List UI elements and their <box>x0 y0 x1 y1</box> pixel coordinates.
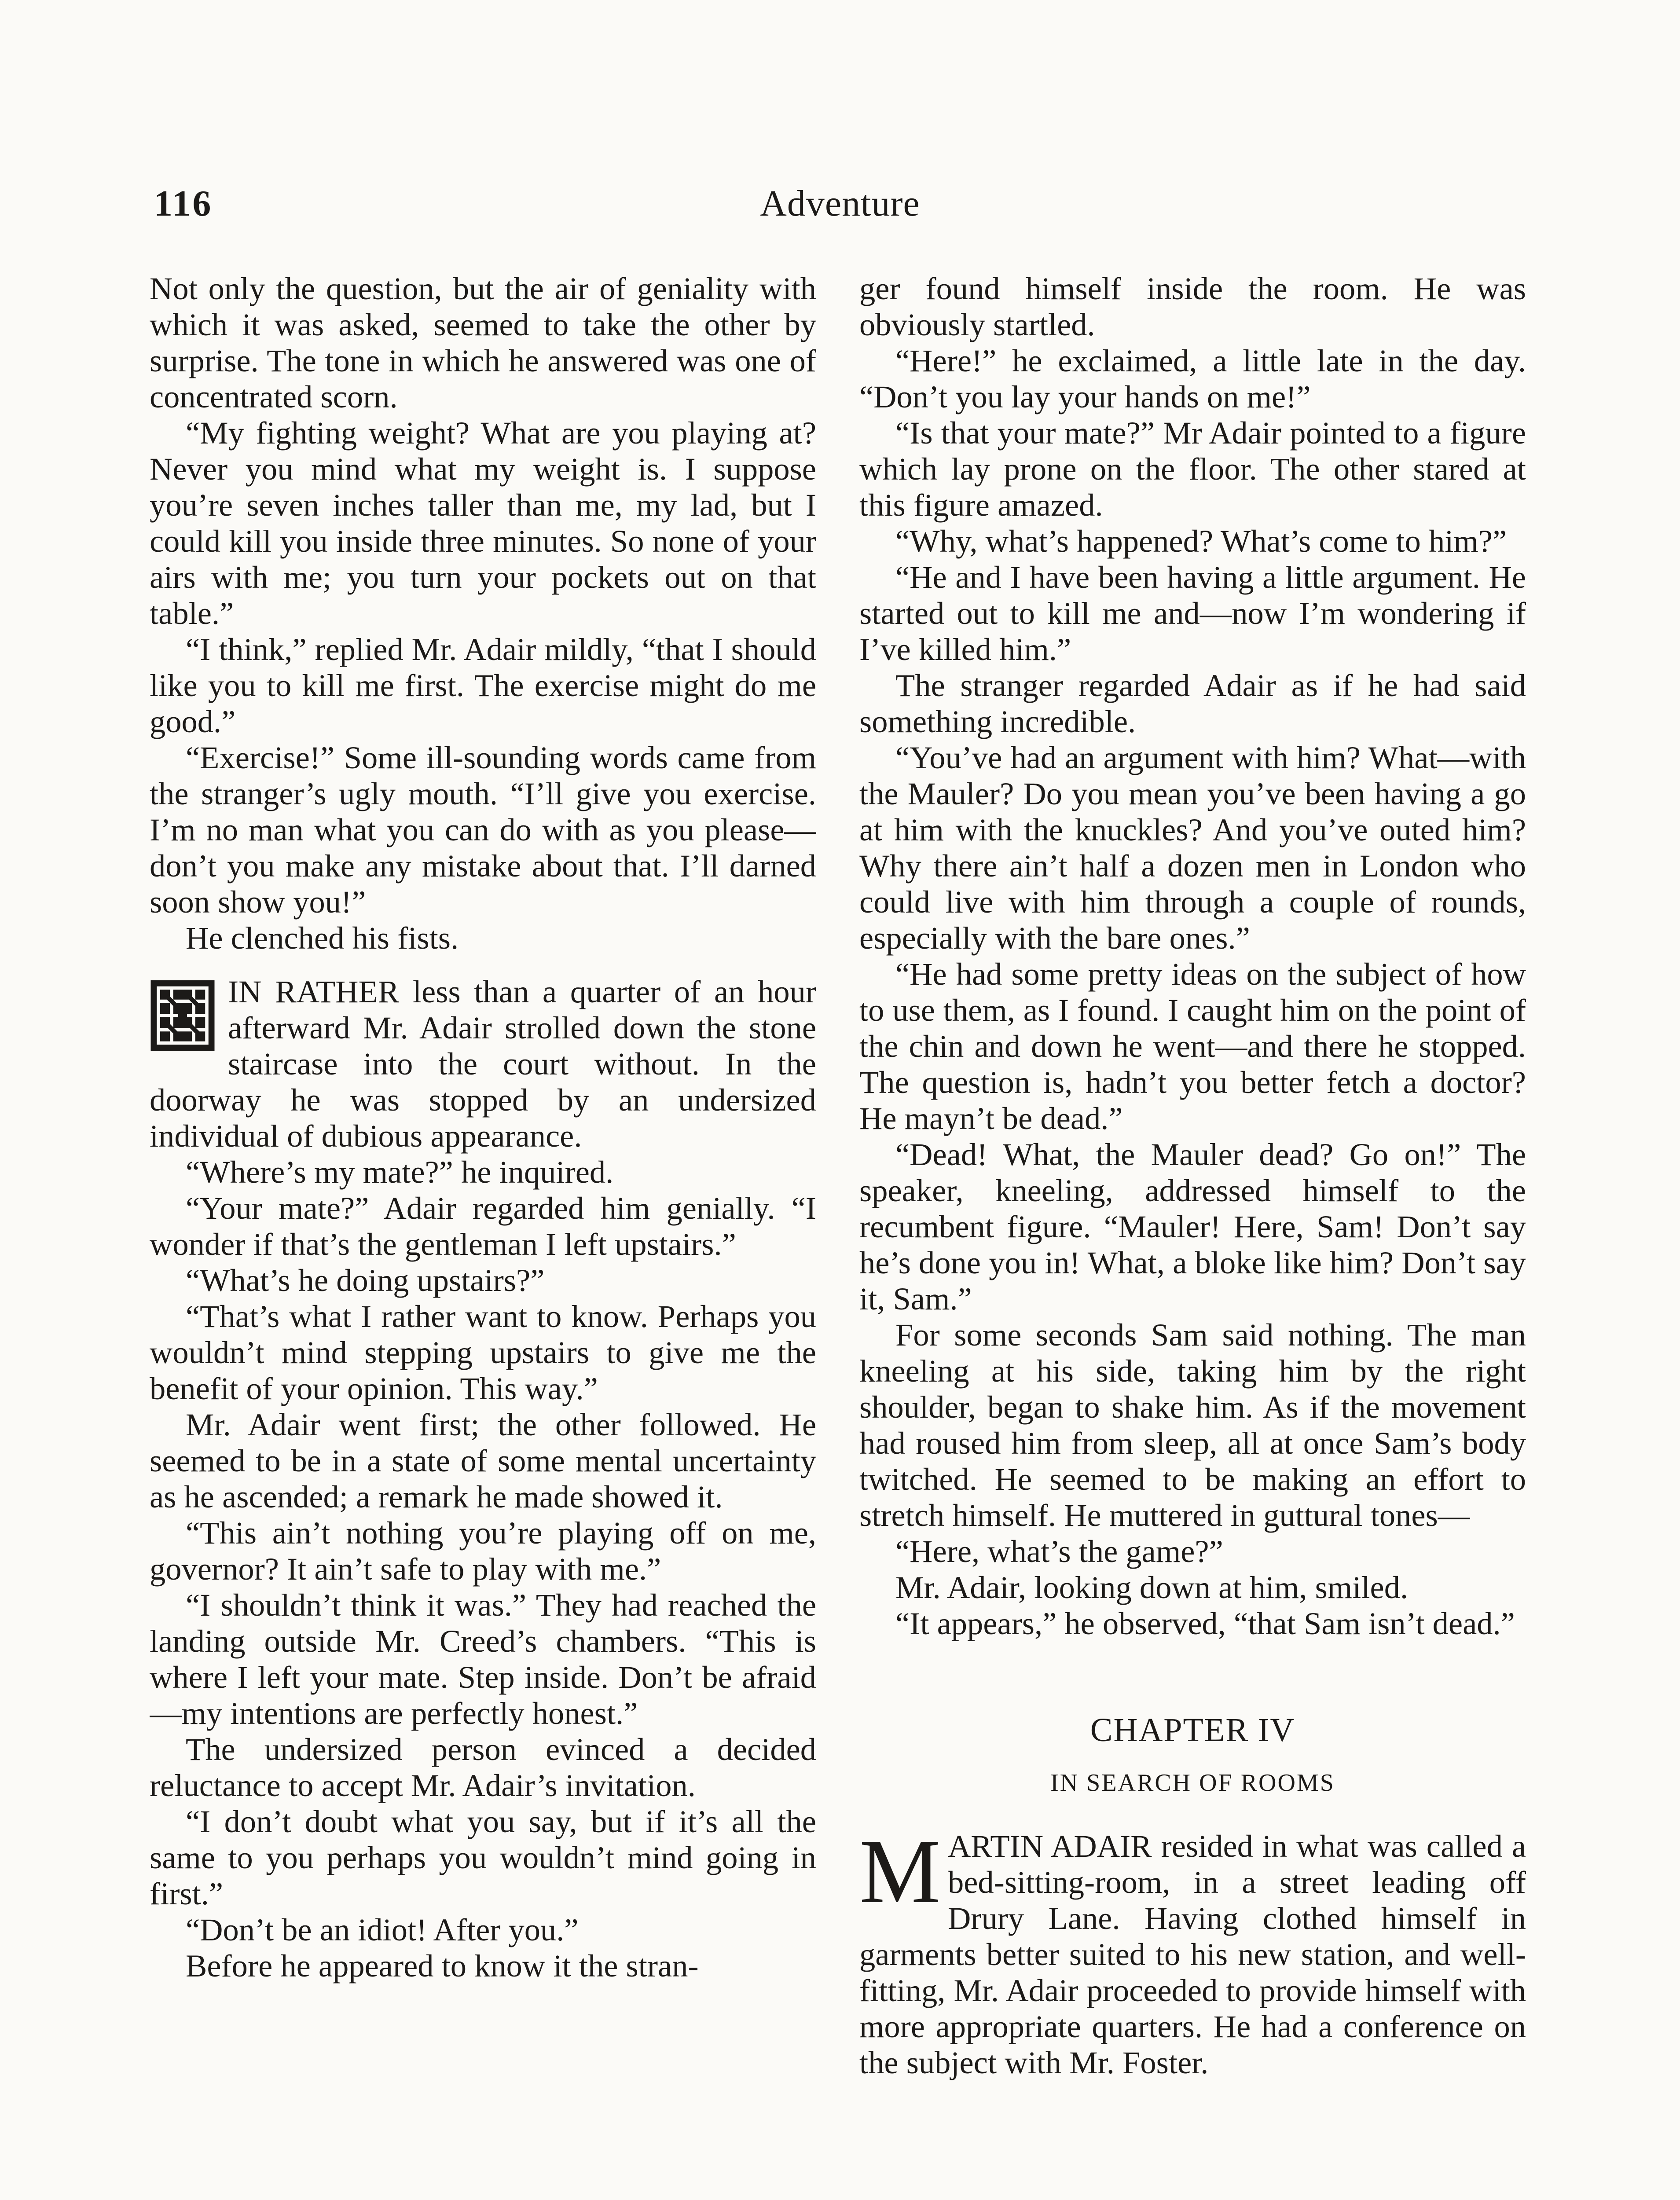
left-column <box>150 271 816 2200</box>
chapter-subtitle: IN SEARCH OF ROOMS <box>1050 1769 1335 1797</box>
paragraph-text: ARTIN ADAIR resided in what was called a bed-sitting-room, in a street leading off Drury Lane. Having clothed himself in garments better suited to his new station, and well-fitting, Mr. Adair proceeded to provide himself with more appropriate quarters. He had a conference on the subject with Mr. Foster. <box>859 1828 1526 2080</box>
paragraph: “He and I have been having a little argument. He started out to kill me and—now I’m wondering if I’ve killed him.” <box>859 559 1526 667</box>
paragraph: The undersized person evinced a decided reluctance to accept Mr. Adair’s invitation. <box>150 1731 816 1803</box>
paragraph: He clenched his fists. <box>186 920 459 956</box>
paragraph: “What’s he doing upstairs?” <box>186 1262 545 1298</box>
paragraph: “Dead! What, the Mauler dead? Go on!” The speaker, kneeling, addressed himself to the recumbent figure. “Mauler! Here, Sam! Don’t say he’s done you in! What, a bloke like him? Don’t say it, Sam.” <box>859 1137 1526 1316</box>
paragraph: “This ain’t nothing you’re playing off on me, governor? It ain’t safe to play with me.” <box>150 1515 816 1587</box>
paragraph: “I shouldn’t think it was.” They had reached the landing outside Mr. Creed’s chambers. “This is where I left your mate. Step inside. Don’t be afraid—my intentions are perfectly honest.” <box>150 1587 816 1731</box>
paragraph: IN RATHER less than a quarter of an hour afterward Mr. Adair strolled down the stone staircase into the court without. In the doorway he was stopped by an undersized individual of dubious appearance. <box>150 974 816 1154</box>
paragraph: “I don’t doubt what you say, but if it’s all the same to you perhaps you wouldn’t mind going in first.” <box>150 1804 816 1911</box>
celtic-knot-ornament-icon <box>150 979 216 1052</box>
paragraph: The stranger regarded Adair as if he had said something incredible. <box>859 667 1526 739</box>
paragraph: “Here!” he exclaimed, a little late in the day. “Don’t you lay your hands on me!” <box>859 343 1526 414</box>
chapter-opening-paragraph <box>859 1821 1526 2081</box>
paragraph: “You’ve had an argument with him? What—with the Mauler? Do you mean you’ve been having a go at him with the knuckles? And you’ve outed him? Why there ain’t half a dozen men in London who could live with him through a couple of rounds, especially with the bare ones.” <box>859 740 1526 956</box>
paragraph: “Why, what’s happened? What’s come to him?” <box>895 523 1507 559</box>
paragraph: “Your mate?” Adair regarded him genially. “I wonder if that’s the gentleman I left upstairs.” <box>150 1190 816 1262</box>
paragraph: “It appears,” he observed, “that Sam isn’t dead.” <box>895 1606 1515 1641</box>
paragraph: Before he appeared to know it the stran- <box>186 1948 699 1984</box>
paragraph: “Is that your mate?” Mr Adair pointed to a figure which lay prone on the floor. The other stared at this figure amazed. <box>859 415 1526 523</box>
page-number: 116 <box>154 183 213 224</box>
paragraph: “I think,” replied Mr. Adair mildly, “that I should like you to kill me first. The exercise might do me good.” <box>150 631 816 739</box>
section-break <box>150 956 816 974</box>
paragraph: Mr. Adair went first; the other followed. He seemed to be in a state of some mental uncertainty as he ascended; a remark he made showed it. <box>150 1407 816 1514</box>
paragraph: For some seconds Sam said nothing. The man kneeling at his side, taking him by the right shoulder, began to shake him. As if the movement had roused him from sleep, all at once Sam’s body twitched. He seemed to be making an effort to stretch himself. He muttered in guttural tones— <box>859 1317 1526 1533</box>
paragraph: “Exercise!” Some ill-sounding words came from the stranger’s ugly mouth. “I’ll give you exercise. I’m no man what you can do with as you please—don’t you make any mistake about that. I’ll darned soon show you!” <box>150 740 816 920</box>
paragraph: Mr. Adair, looking down at him, smiled. <box>895 1569 1409 1605</box>
paragraph: ger found himself inside the room. He was obviously startled. <box>859 271 1526 342</box>
paragraph: “That’s what I rather want to know. Perhaps you wouldn’t mind stepping upstairs to give me the benefit of your opinion. This way.” <box>150 1298 816 1406</box>
paragraph: Not only the question, but the air of geniality with which it was asked, seemed to take the other by surprise. The tone in which he answered was one of concentrated scorn. <box>150 271 816 414</box>
paragraph: “Don’t be an idiot! After you.” <box>186 1912 579 1947</box>
paragraph: “My fighting weight? What are you playing at? Never you mind what my weight is. I suppose you’re seven inches taller than me, my lad, but I could kill you inside three minutes. So none of your airs with me; you turn your pockets out on that table.” <box>150 415 816 631</box>
right-column <box>859 271 1526 2200</box>
paragraph: “He had some pretty ideas on the subject of how to use them, as I found. I caught him on the point of the chin and down he went—and there he stopped. The question is, hadn’t you better fetch a doctor? He mayn’t be dead.” <box>859 956 1526 1136</box>
drop-cap: M <box>859 1821 941 1922</box>
running-head: Adventure <box>760 183 920 224</box>
paragraph: “Where’s my mate?” he inquired. <box>186 1154 614 1190</box>
chapter-title: CHAPTER IV <box>1090 1712 1295 1749</box>
paragraph: “Here, what’s the game?” <box>895 1533 1223 1569</box>
